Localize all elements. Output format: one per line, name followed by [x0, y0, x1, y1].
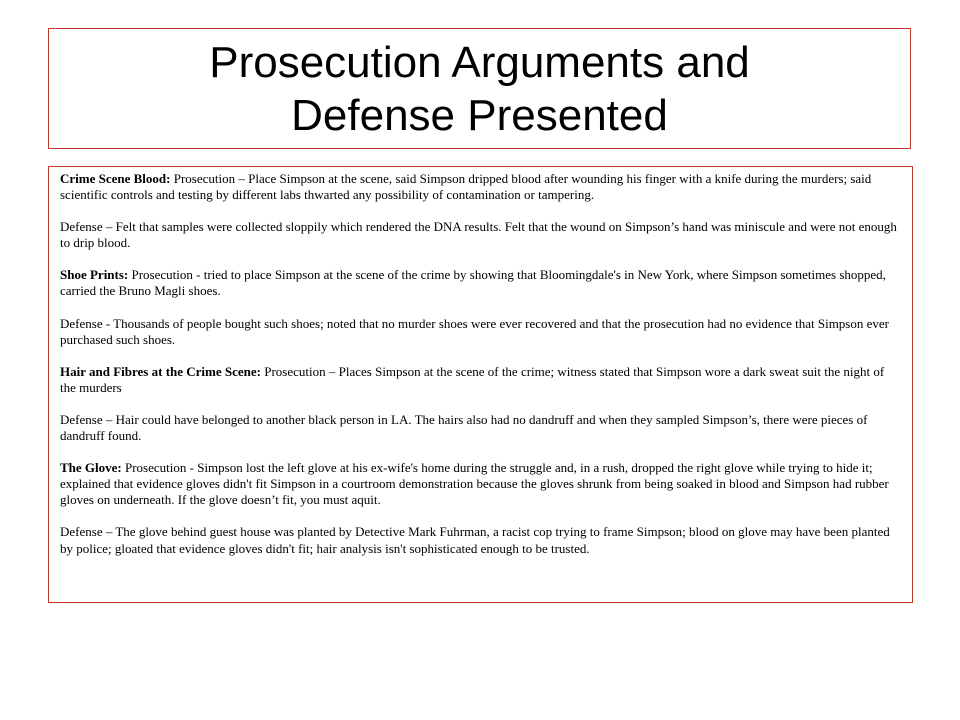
paragraph-heading: Hair and Fibres at the Crime Scene:: [60, 363, 261, 379]
paragraph-text: Defense - Thousands of people bought such shoes; noted that no murder shoes were ever recovered and that the prosecution had no evidence that Simpson ever purchased such shoes.: [60, 315, 889, 347]
paragraph-text: Defense – The glove behind guest house was planted by Detective Mark Fuhrman, a racist cop trying to frame Simpson; blood on glove may have been planted by police; gloated that evidence gloves didn't fit; hair analysis isn't sophisticated enough to be trusted.: [60, 524, 890, 556]
paragraph-text: Defense – Felt that samples were collected sloppily which rendered the DNA results. Felt that the wound on Simpson’s hand was miniscule and were not enough to drip blood.: [60, 219, 897, 251]
slide-title: [209, 36, 750, 142]
title-box: [48, 28, 911, 149]
paragraph-the-glove: [60, 460, 902, 508]
paragraph-hair-fibres: [60, 364, 902, 396]
paragraph-blood-defense: [60, 219, 902, 251]
title-line-2: Defense Presented: [291, 90, 668, 140]
paragraph-text: Prosecution - tried to place Simpson at the scene of the crime by showing that Bloomingdale's in New York, where Simpson sometimes shopped, carried the Bruno Magli shoes.: [60, 267, 886, 299]
paragraph-crime-scene-blood: [60, 171, 902, 203]
title-line-1: Prosecution Arguments and: [209, 37, 750, 87]
paragraph-hair-defense: [60, 412, 902, 444]
paragraph-text: Prosecution – Place Simpson at the scene, said Simpson dripped blood after wounding his finger with a knife during the murders; said scientific controls and testing by different labs thwarted any possibility of contamination or tampering.: [60, 171, 872, 203]
paragraph-glove-defense: [60, 524, 902, 556]
paragraph-heading: The Glove:: [60, 460, 122, 476]
paragraph-shoe-prints: [60, 267, 902, 299]
paragraph-heading: Shoe Prints:: [60, 267, 129, 283]
paragraph-text: Defense – Hair could have belonged to another black person in LA. The hairs also had no dandruff and when they sampled Simpson’s, there were pieces of dandruff found.: [60, 411, 868, 444]
paragraph-shoe-defense: [60, 316, 902, 348]
content-box: [48, 166, 913, 603]
paragraph-heading: Crime Scene Blood:: [60, 171, 171, 186]
paragraph-text: Prosecution - Simpson lost the left glove at his ex-wife's home during the struggle and, in a rush, dropped the right glove while trying to hide it; explained that evidence gloves didn't fit Simpson in a courtroom demonstration because the gloves shrunk from being soaked in blood and Simpson had rubber gloves on underneath. If the glove doesn’t fit, you must aquit.: [60, 460, 889, 508]
paragraph-text: Prosecution – Places Simpson at the scene of the crime; witness stated that Simpson wore a dark sweat suit the night of the murders: [60, 363, 885, 395]
